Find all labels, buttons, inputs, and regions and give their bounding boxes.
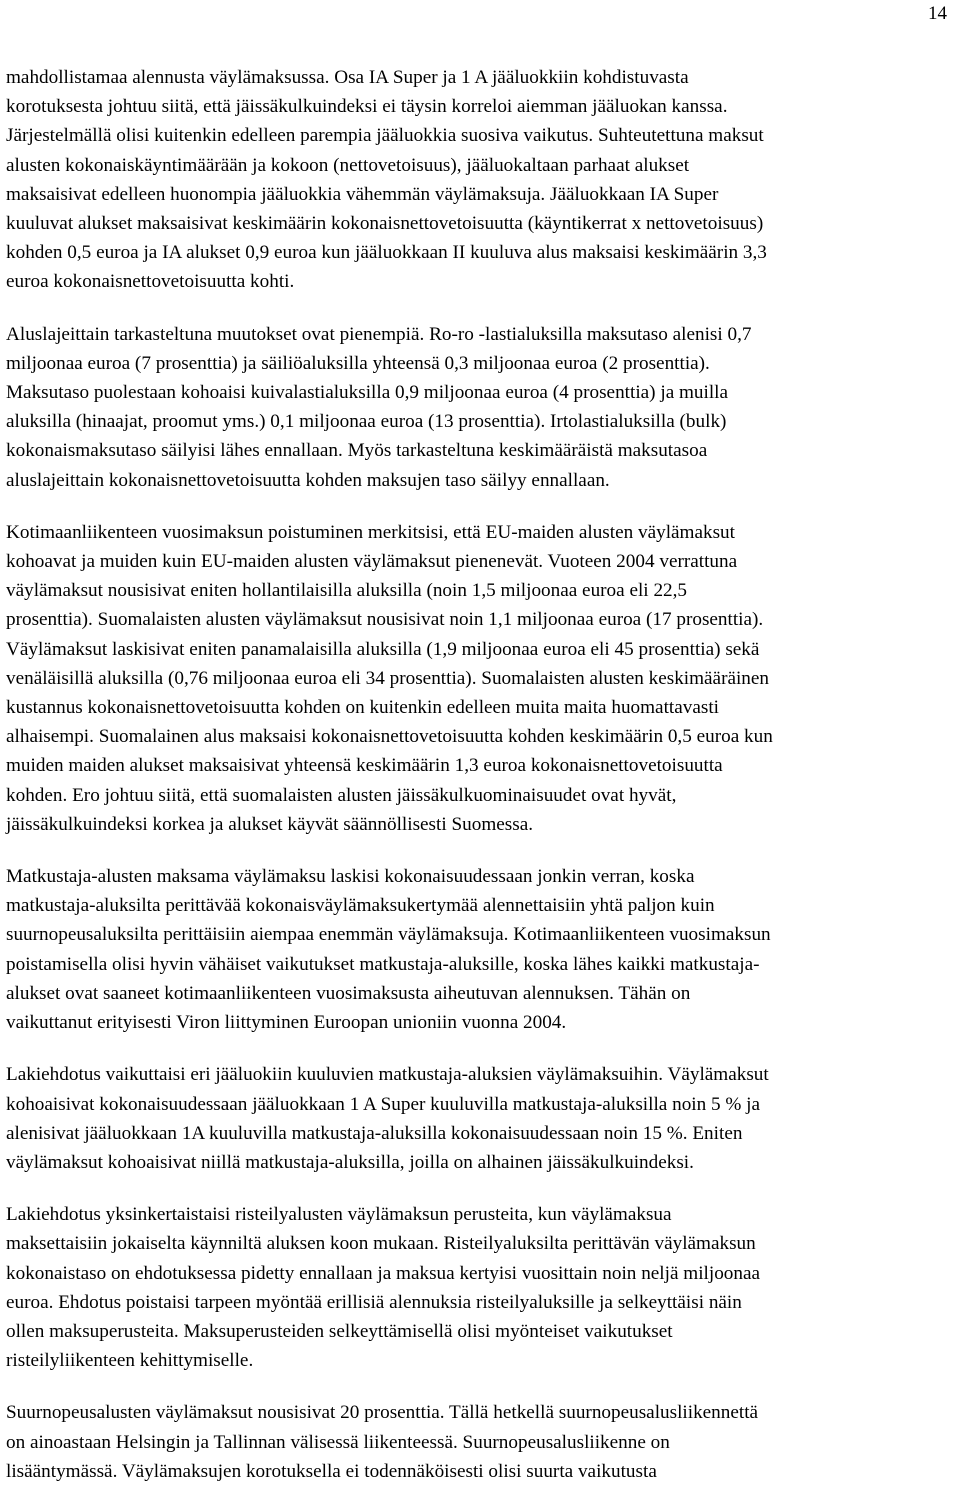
paragraph-passenger-ship-fees: Matkustaja-alusten maksama väylämaksu laskisi kokonaisuudessaan jonkin verran, koska matkustaja-aluksilta perittävää kokonaisväylämaksukertymää alennettaisiin yhtä paljon kuin suurnopeusaluksilta perittäisiin aiempaa enemmän väylämaksuja. Kotimaanliikenteen vuosimaksun poistamisella olisi hyvin vähäiset vaikutukset matkustaja-aluksille, koska lähes kaikki matkustaja- alukset ovat saaneet kotimaanliikenteen vuosimaksusta aiheutuvan alennuksen. Tähän on vaikuttanut erityisesti Viron liittyminen Euroopan unioniin vuonna 2004. <box>6 866 771 1034</box>
document-body <box>6 63 954 1486</box>
paragraph-domestic-annual-fee: Kotimaanliikenteen vuosimaksun poistuminen merkitsisi, että EU-maiden alusten väylämaksut kohoavat ja muiden kuin EU-maiden alusten väylämaksut pienenevät. Vuoteen 2004 verrattuna väylämaksut nousisivat eniten hollantilaisilla aluksilla (noin 1,5 miljoonaa euroa eli 22,5 prosenttia). Suomalaisten alusten väylämaksut nousisivat noin 1,1 miljoonaa euroa (17 prosenttia). Väylämaksut laskisivat eniten panamalaisilla aluksilla (1,9 miljoonaa euroa eli 45 prosenttia) sekä venäläisillä aluksilla (0,76 miljoonaa euroa eli 34 prosenttia). Suomalaisten alusten keskimääräinen kustannus kokonaisnettovetoisuutta kohden on kuitenkin edelleen muita maita huomattavasti alhaisempi. Suomalainen alus maksaisi kokonaisnettovetoisuutta kohden keskimäärin 0,5 euroa kun muiden maiden alukset maksaisivat yhteensä keskimäärin 1,3 euroa kokonaisnettovetoisuutta kohden. Ero johtuu siitä, että suomalaisten alusten jäissäkulkuominaisuudet ovat hyvät, jäissäkulkuindeksi korkea ja alukset käyvät säännöllisesti Suomessa. <box>6 521 773 835</box>
paragraph-cruise-ship-fees: Lakiehdotus yksinkertaistaisi risteilyalusten väylämaksun perusteita, kun väylämaksua maksettaisiin jokaiselta käynniltä aluksen koon mukaan. Risteilyaluksilta perittävän väylämaksun kokonaistaso on ehdotuksessa pidetty ennallaan ja maksua kertyisi vuosittain noin neljä miljoonaa euroa. Ehdotus poistaisi tarpeen myöntää erillisiä alennuksia risteilyaluksille ja selkeyttäisi näin ollen maksuperusteita. Maksuperusteiden selkeyttämisellä olisi myönteiset vaikutukset risteilyliikenteen kehittymiselle. <box>6 1204 761 1372</box>
paragraph-ship-type-changes: Aluslajeittain tarkasteltuna muutokset ovat pienempiä. Ro-ro -lastialuksilla maksutaso alenisi 0,7 miljoonaa euroa (7 prosenttia) ja säiliöaluksilla yhteensä 0,3 miljoonaa euroa (2 prosenttia). Maksutaso puolestaan kohoaisi kuivalastialuksilla 0,9 miljoonaa euroa (4 prosenttia) ja muilla aluksilla (hinaajat, proomut yms.) 0,1 miljoonaa euroa (13 prosenttia). Irtolastialuksilla (bulk) kokonaismaksutaso säilyisi lähes ennallaan. Myös tarkasteltuna keskimääräistä maksutasoa aluslajeittain kokonaisnettovetoisuutta kohden maksujen taso säilyy ennallaan. <box>6 323 752 491</box>
paragraph-passenger-ice-classes: Lakiehdotus vaikuttaisi eri jääluokiin kuuluvien matkustaja-aluksien väylämaksuihin. Väylämaksut kohoaisivat kokonaisuudessaan jääluokkaan 1 A Super kuuluvilla matkustaja-aluksilla noin 5 % ja alenisivat jääluokkaan 1A kuuluvilla matkustaja-aluksilla kokonaisuudessaan noin 15 %. Eniten väylämaksut kohoaisivat niillä matkustaja-aluksilla, joilla on alhainen jäissäkulkuindeksi. <box>6 1064 769 1173</box>
page-number: 14 <box>928 3 947 24</box>
paragraph-ice-class-fees: mahdollistamaa alennusta väylämaksussa. Osa IA Super ja 1 A jääluokkiin kohdistuvasta korotuksesta johtuu siitä, että jäissäkulkuindeksi ei täysin korreloi aiemman jääluokan kanssa. Järjestelmällä olisi kuitenkin edelleen parempia jääluokkia suosiva vaikutus. Suhteutettuna maksut alusten kokonaiskäyntimäärään ja kokoon (nettovetoisuus), jääluokaltaan parhaat alukset maksaisivat edelleen huonompia jääluokkia vähemmän väylämaksuja. Jääluokkaan IA Super kuuluvat alukset maksaisivat keskimäärin kokonaisnettovetoisuutta (käyntikerrat x nettovetoisuus) kohden 0,5 euroa ja IA alukset 0,9 euroa kun jääluokkaan II kuuluva alus maksaisi keskimäärin 3,3 euroa kokonaisnettovetoisuutta kohti. <box>6 67 767 293</box>
paragraph-high-speed-craft-fees: Suurnopeusalusten väylämaksut nousisivat 20 prosenttia. Tällä hetkellä suurnopeusalusliikennettä on ainoastaan Helsingin ja Tallinnan välisessä liikenteessä. Suurnopeusalusliikenne on lisääntymässä. Väylämaksujen korotuksella ei todennäköisesti olisi suurta vaikutusta <box>6 1402 759 1482</box>
